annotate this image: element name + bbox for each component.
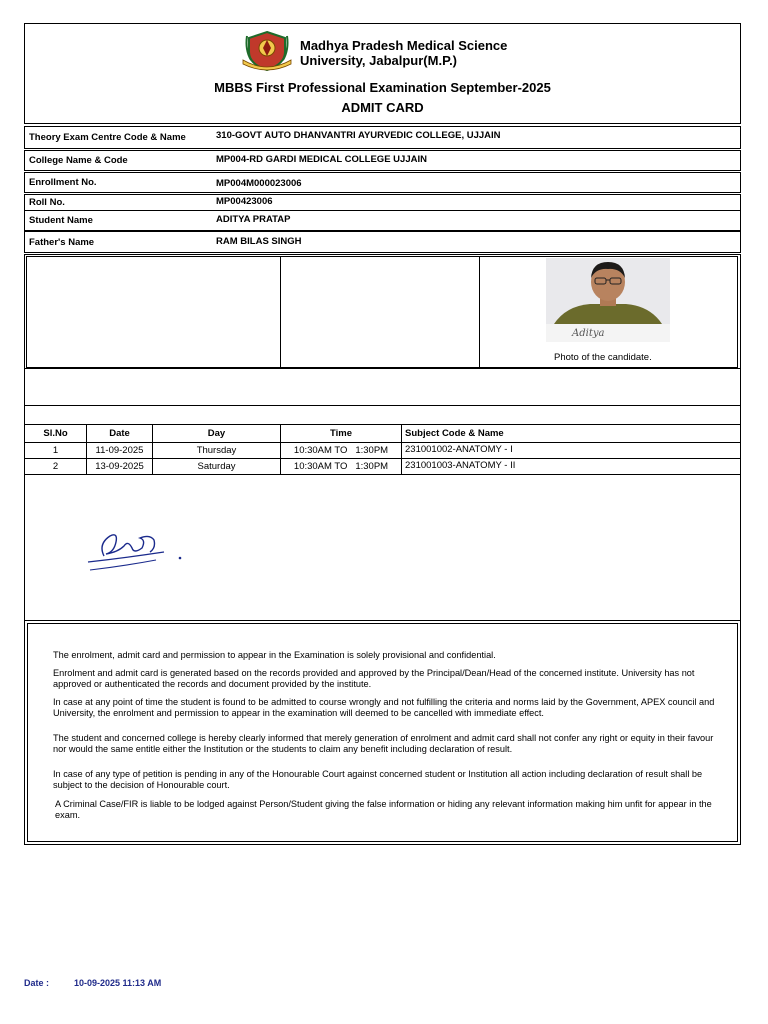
note-item: In case at any point of time the student is found to be admitted to course wrongly and not fulfilling the criteria and norms laid by the Government, APEX council and University, the enrolment and permission to appear in the examination will deemed to be cancelled with immediate effect. <box>53 696 715 718</box>
university-name <box>300 38 507 68</box>
table-cell: Saturday <box>152 458 281 475</box>
table-cell: Thursday <box>152 442 281 459</box>
table-header-day: Day <box>152 424 281 443</box>
detail-row-father <box>24 231 741 253</box>
detail-label: Enrollment No. <box>29 177 97 188</box>
detail-row-roll <box>24 194 741 211</box>
photo-signature: Aditya <box>572 328 605 339</box>
table-cell: 10:30AM TO 1:30PM <box>280 458 402 475</box>
detail-label: College Name & Code <box>29 155 128 166</box>
note-item: The enrolment, admit card and permission to appear in the Examination is solely provisional and confidential. <box>53 650 496 660</box>
detail-value: MP004M000023006 <box>216 178 302 189</box>
authority-signature <box>84 526 190 576</box>
detail-value: ADITYA PRATAP <box>216 214 291 225</box>
detail-label: Roll No. <box>29 197 65 208</box>
table-cell: 13-09-2025 <box>86 458 153 475</box>
detail-value: 310-GOVT AUTO DHANVANTRI AYURVEDIC COLLEGE, UJJAIN <box>216 130 501 141</box>
table-cell: 11-09-2025 <box>86 442 153 459</box>
detail-label: Theory Exam Centre Code & Name <box>29 132 186 143</box>
detail-row-college <box>24 150 741 171</box>
detail-value: MP00423006 <box>216 196 273 207</box>
detail-label: Student Name <box>29 215 93 226</box>
photo-blank-cell-2 <box>280 256 480 368</box>
university-name-line2: University, Jabalpur(M.P.) <box>300 53 458 68</box>
spacer-row <box>24 368 741 406</box>
spacer-row <box>24 405 741 425</box>
university-name-line1: Madhya Pradesh Medical Science <box>300 38 508 53</box>
table-cell: 2 <box>24 458 87 475</box>
notes-list <box>53 650 729 822</box>
table-header-time: Time <box>280 424 402 443</box>
exam-title: MBBS First Professional Examination September-2025 <box>214 80 551 95</box>
table-cell: 231001003-ANATOMY - II <box>401 458 741 475</box>
table-header-date: Date <box>86 424 153 443</box>
admit-card-title: ADMIT CARD <box>341 100 424 115</box>
note-item: The student and concerned college is hereby clearly informed that merely generation of enrolment and admit card shall not confer any right or equity in their favour nor would the same entitle either the Institution or the students to claim any benefit including declaration of result. <box>53 732 714 754</box>
detail-label: Father's Name <box>29 237 95 248</box>
note-item: In case of any type of petition is pending in any of the Honourable Court against concerned student or Institution all action including declaration of result shall be subject to the decision of Honourable court. <box>53 768 703 790</box>
detail-value: RAM BILAS SINGH <box>216 236 302 247</box>
table-cell: 1 <box>24 442 87 459</box>
footer-date-label: Date : <box>24 978 50 988</box>
photo-caption: Photo of the candidate. <box>554 352 652 363</box>
photo-blank-cell-1 <box>26 256 281 368</box>
table-header-subject: Subject Code & Name <box>401 424 741 443</box>
university-emblem-icon <box>241 30 293 72</box>
detail-value: MP004-RD GARDI MEDICAL COLLEGE UJJAIN <box>216 154 427 165</box>
detail-row-centre <box>24 126 741 149</box>
table-cell: 10:30AM TO 1:30PM <box>280 442 402 459</box>
candidate-photo <box>546 258 670 342</box>
detail-row-student <box>24 210 741 231</box>
note-item: A Criminal Case/FIR is liable to be lodged against Person/Student giving the false information or hiding any relevant information making him unfit for appear in the exam. <box>55 798 712 820</box>
note-item: Enrolment and admit card is generated based on the records provided and approved by the Principal/Dean/Head of the concerned institute. University has not approved or authenticated the records and document provided by the institute. <box>53 667 695 689</box>
table-header-slno: Sl.No <box>24 424 87 443</box>
table-cell: 231001002-ANATOMY - I <box>401 442 741 459</box>
detail-row-enrollment <box>24 172 741 193</box>
footer-date-value: 10-09-2025 11:13 AM <box>74 978 162 988</box>
